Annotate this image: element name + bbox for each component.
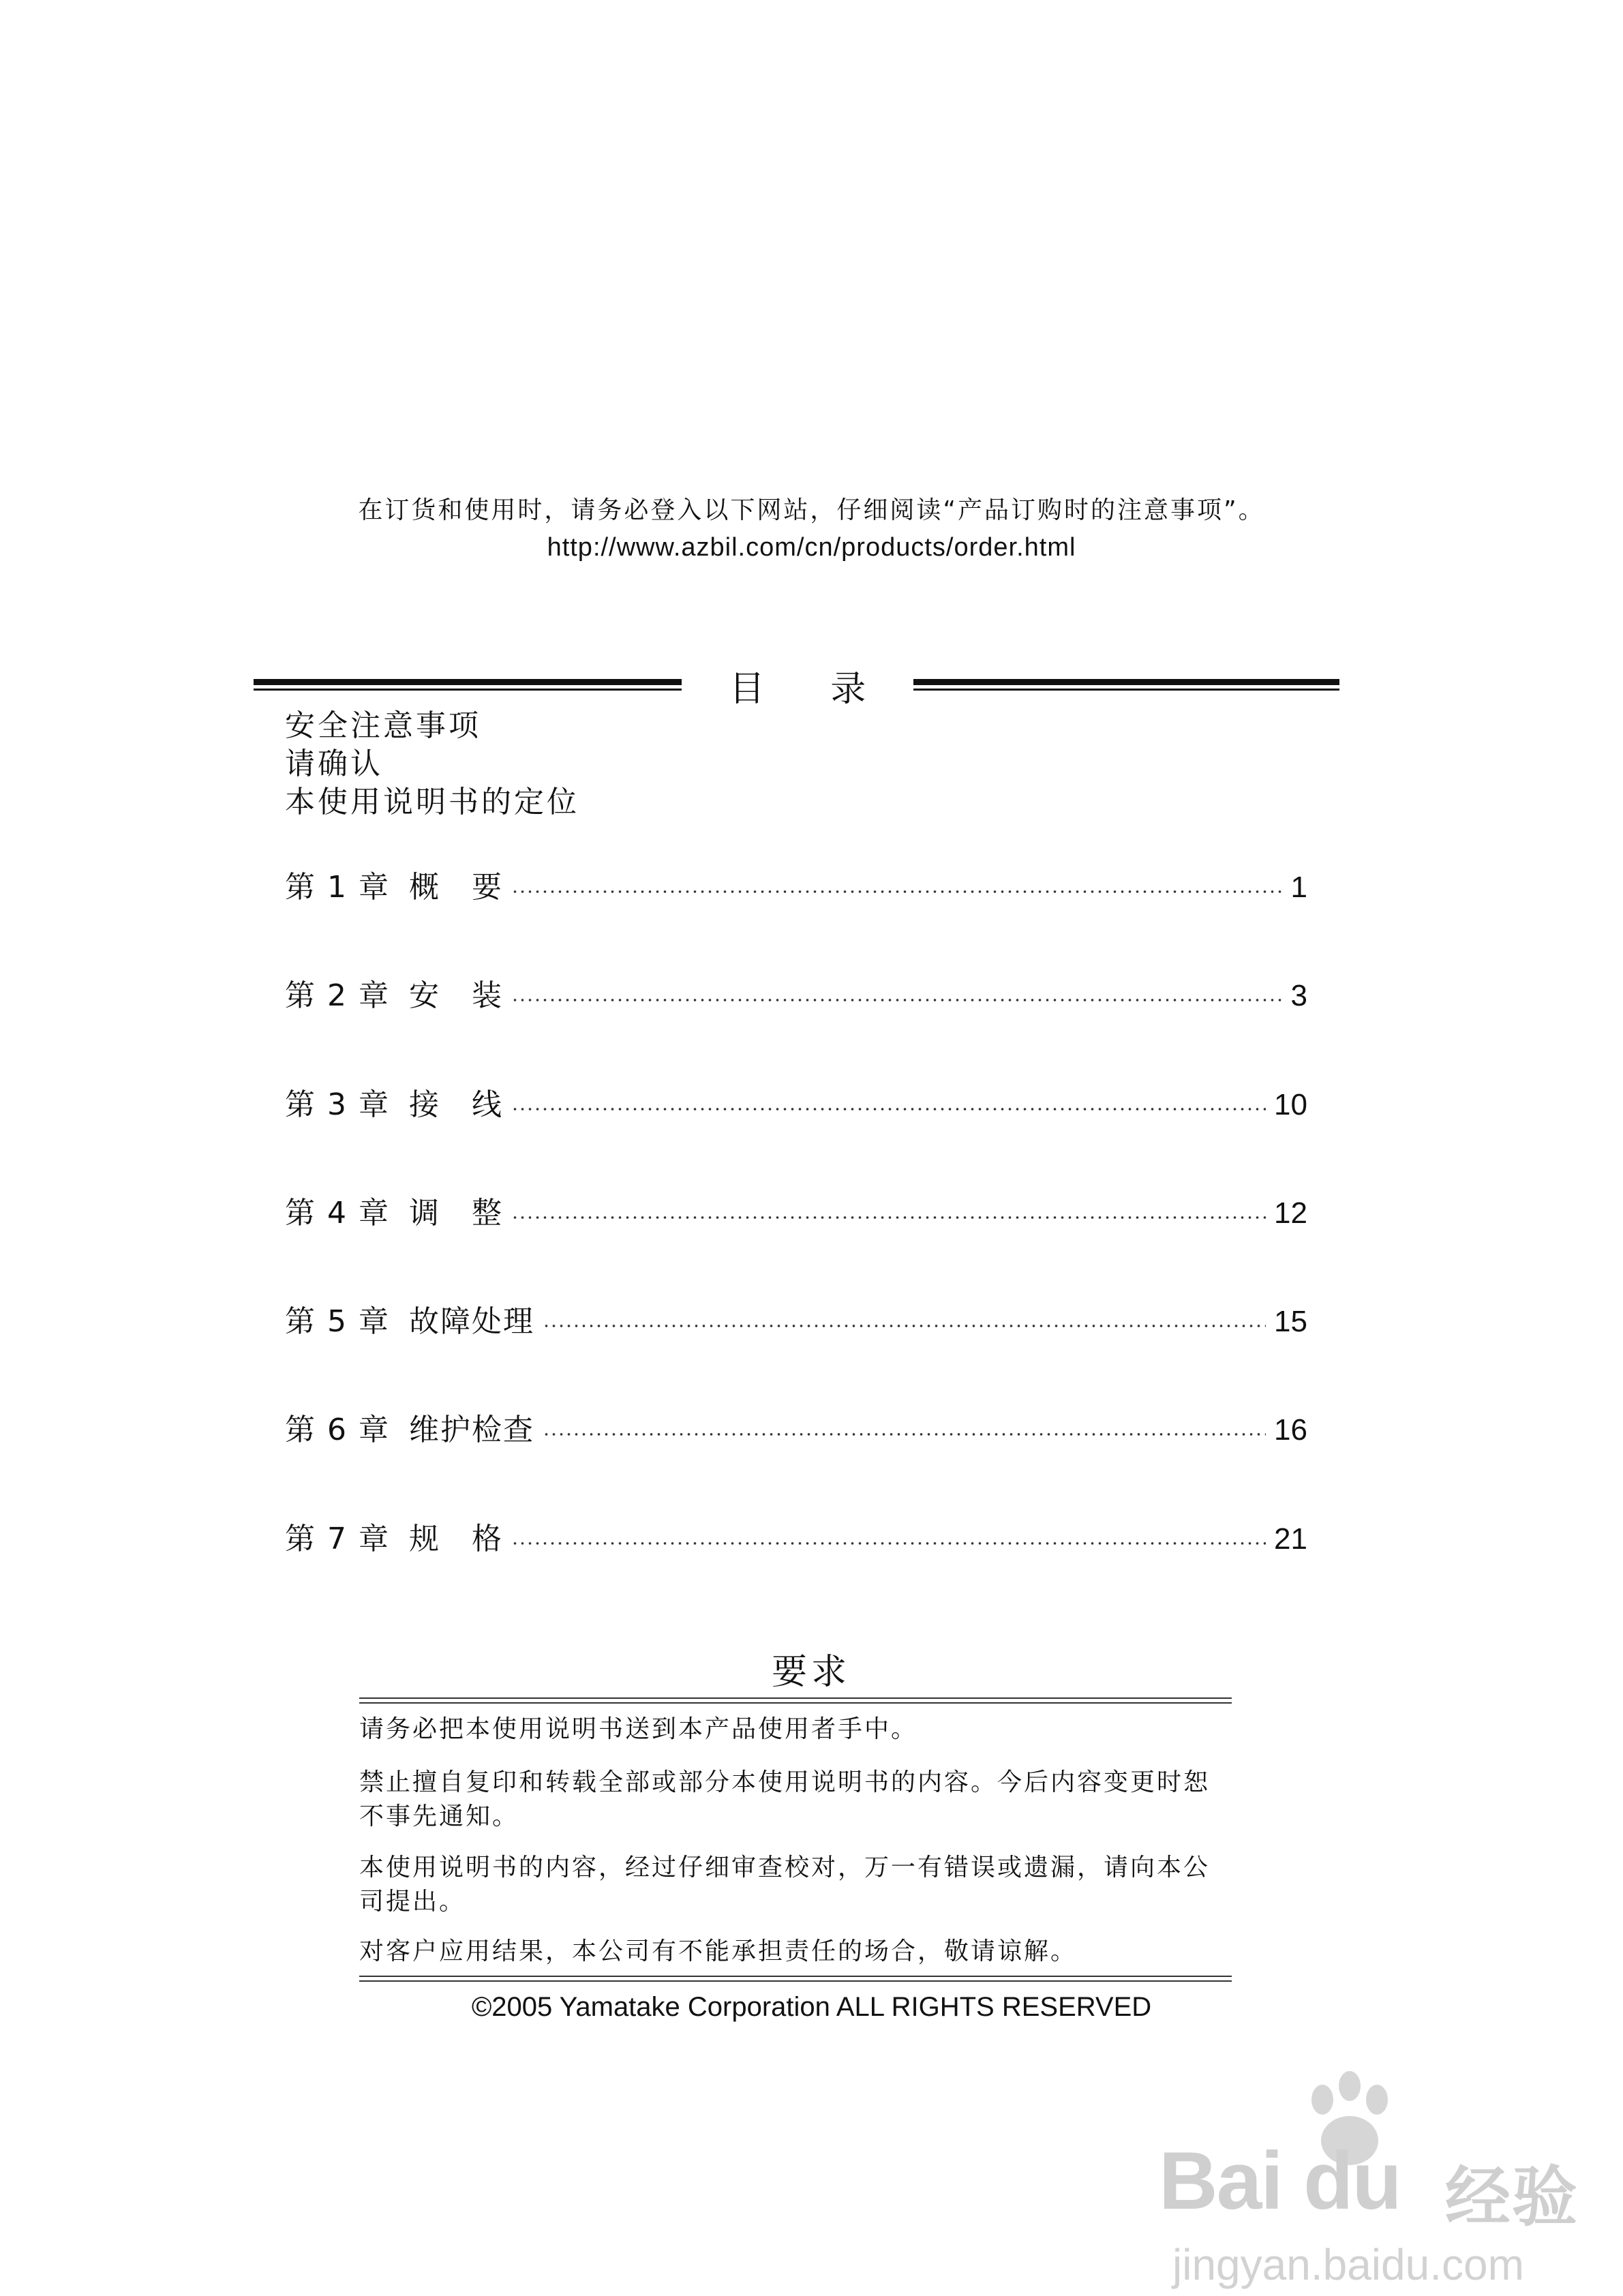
- leader-dots: [511, 1542, 1266, 1545]
- toc-pre-item-position: 本使用说明书的定位: [285, 785, 579, 819]
- chapter-title: 概 要: [408, 870, 503, 905]
- toc-chapter-5[interactable]: [285, 1297, 1307, 1344]
- leader-dots: [543, 1325, 1266, 1327]
- chapter-label: 第 3 章: [285, 1087, 390, 1122]
- chapter-title: 安 装: [408, 978, 503, 1013]
- requirement-3: 本使用说明书的内容，经过仔细审查校对，万一有错误或遗漏，请向本公司提出。: [359, 1854, 1211, 1916]
- requirement-2: 禁止擅自复印和转载全部或部分本使用说明书的内容。今后内容变更时恕不事先通知。: [359, 1768, 1211, 1830]
- chapter-page: 1: [1290, 871, 1307, 904]
- watermark-logo-text: Bai du: [1159, 2135, 1401, 2226]
- toc-chapter-6[interactable]: [285, 1405, 1307, 1453]
- order-notice-url: http://www.azbil.com/cn/products/order.html: [547, 533, 1076, 562]
- watermark-url: jingyan.baidu.com: [1172, 2240, 1524, 2289]
- requirement-1: 请务必把本使用说明书送到本产品使用者手中。: [359, 1715, 918, 1743]
- chapter-page: 21: [1274, 1522, 1307, 1556]
- toc-chapter-1[interactable]: [285, 862, 1307, 910]
- chapter-page: 12: [1274, 1196, 1307, 1230]
- chapter-page: 16: [1274, 1413, 1307, 1447]
- chapter-page: 3: [1290, 979, 1307, 1012]
- toc-title: 目 录: [729, 669, 894, 710]
- chapter-title: 规 格: [408, 1522, 503, 1556]
- toc-chapter-7[interactable]: [285, 1514, 1307, 1562]
- chapter-title: 调 整: [408, 1196, 503, 1230]
- toc-pre-item-confirm: 请确认: [285, 746, 383, 781]
- chapter-label: 第 4 章: [285, 1196, 390, 1230]
- copyright-notice: ©2005 Yamatake Corporation ALL RIGHTS RESERVED: [471, 1992, 1152, 2022]
- toc-rule-right: [913, 679, 1339, 691]
- leader-dots: [511, 890, 1283, 893]
- chapter-label: 第 2 章: [285, 978, 390, 1013]
- toc-chapter-4[interactable]: [285, 1188, 1307, 1236]
- chapter-page: 10: [1274, 1088, 1307, 1121]
- toc-pre-item-safety: 安全注意事项: [285, 708, 481, 743]
- requirement-4: 对客户应用结果，本公司有不能承担责任的场合，敬请谅解。: [359, 1937, 1078, 1965]
- leader-dots: [511, 1216, 1266, 1219]
- baidu-jingyan-watermark: [1159, 2069, 1595, 2294]
- chapter-title: 维护检查: [408, 1413, 534, 1447]
- toc-chapter-2[interactable]: [285, 971, 1307, 1018]
- chapter-title: 故障处理: [408, 1304, 534, 1339]
- chapter-page: 15: [1274, 1305, 1307, 1338]
- chapter-label: 第 6 章: [285, 1413, 390, 1447]
- leader-dots: [543, 1433, 1266, 1436]
- chapter-label: 第 7 章: [285, 1522, 390, 1556]
- watermark-cn-text: 经验: [1445, 2159, 1579, 2235]
- chapter-label: 第 5 章: [285, 1304, 390, 1339]
- chapter-label: 第 1 章: [285, 870, 390, 905]
- requirements-title: 要求: [771, 1652, 851, 1693]
- toc-chapter-3[interactable]: [285, 1080, 1307, 1128]
- leader-dots: [511, 999, 1283, 1001]
- leader-dots: [511, 1108, 1266, 1111]
- requirements-rule-bottom: [359, 1976, 1232, 1982]
- order-notice-text: 在订货和使用时，请务必登入以下网站，仔细阅读“产品订购时的注意事项”。: [358, 496, 1265, 524]
- requirements-rule-top: [359, 1697, 1232, 1704]
- toc-rule-left: [254, 679, 682, 691]
- chapter-title: 接 线: [408, 1087, 503, 1122]
